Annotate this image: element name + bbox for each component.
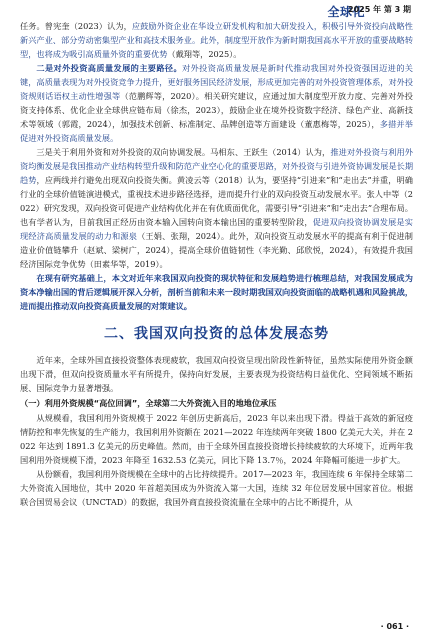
paragraph: 三是关于利用外资和对外投资的双向协调发展。马相东、王跃生（2014）认为，推进对外投资与利用外资均衡发展是我国推动产业结构转型升级和防范产业空心化的重要思路，对外投资与引进外资协调发展是长期趋势，应两线并行避免出现双向投资失衡。黄凌云等（2018）认为，要坚持“引进来”和“走出去”并重，明确行业的全球价值链演进模式，重视技术进步路径选择，进而提升行业的双向投资互动发展水平。张人中等（2022）研究发现，双向投资可促进产业结构优化并在有优质面优化，需要引导“引进来”和“走出去”合理布局。也有学者认为，目前我国正经历由资本输入国转向资本输出国的重要转型阶段，促进双向投资协调发展是实现经济高质量发展的动力和源泉（王娟、张翔，2024）。此外，双向投资互动发展水平的提高有利于促进制造业价值链攀升（赵斌、梁树广，2024），提高全球价值链韧性（李光勤、邱欣悦，2024），有效提升我国经济国际竞争优势（田素华等，2019）。 xyxy=(20,147,414,269)
highlighted-text: 促进双向投资协调发展是实现经济高质量发展的动力和源泉 xyxy=(20,217,413,241)
issue-label: 2025 年 第 3 期 xyxy=(348,5,411,14)
article-body xyxy=(20,19,413,509)
subsection-title: （一）利用外资规模“高位回调”，全球第二大外资流入目的地地位承压 xyxy=(20,398,277,408)
highlighted-text: 在现有研究基础上，本文对近年来我国双向投资的现状特征和发展趋势进行梳理总结，对我国发展成为资本净输出国的背后逻辑展开深入分析，剖析当前和未来一段时期我国双向投资面临的战略机遇和风险挑战，进而提出推动双向投资高质量发展的对策建议。 xyxy=(20,273,414,311)
highlighted-text: 推进对外投资与利用外资均衡发展是我国推动产业结构转型升级和防范产业空心化的重要思路，对外投资与引进外资协调发展是长期趋势 xyxy=(20,147,414,185)
paragraph: 二是对外投资高质量发展的主要路径。对外投资高质量发展是新时代推动我国对外投资强国迈进的关键，高质量表现为对外投资竞争力提升，更好服务国民经济发展，形成更加完善的对外投资管理体系，对外投资规则话语权主动性增强等（范鹏辉等，2020）。相关研究建议，应通过加大制度型开放力度、完善对外投资支持体系、优化企业全球供应链布局（徐杰，2023），鼓励企业在境外投资数字经济、绿色产业、高新技术等领域（郭霞，2024），加强技术创新、标准制定、品牌创造等方面建设（董惠梅等，2025），多措并举促进对外投资高质量发展。 xyxy=(20,63,414,143)
highlighted-text: 应鼓励外资企业在华设立研发机构和加大研发投入，积极引导外资投向战略性新兴产业、部分劳动密集型产业和高技术服务业。此外，制度型开放作为新时期我国高水平开放的重要战略转型，也将成为吸引高质量外资的重要优势 xyxy=(20,21,414,59)
section-title: 二、我国双向投资的总体发展态势 xyxy=(104,326,329,342)
journal-brand: 全球化 xyxy=(327,5,365,19)
paragraph: 近年来，全球外国直接投资整体表现疲软，我国双向投资呈现出阶段性新特征，虽然实际使用外资金额出现下滑，但双向投资质量水平有所提升，保持向好发展，主要表现为投资结构日益优化、空间领域不断拓展、国际竞争力显著增强。 xyxy=(20,355,413,393)
highlighted-text: 二是对外投资高质量发展的主要路径。 xyxy=(36,63,183,73)
highlighted-text: 对外投资高质量发展是新时代推动我国对外投资强国迈进的关键，高质量表现为对外投资竞争力提升，更好服务国民经济发展，形成更加完善的对外投资管理体系，对外投资规则话语权主动性增强等 xyxy=(20,63,414,101)
page-number: · 061 · xyxy=(380,622,409,631)
paragraph xyxy=(20,271,413,313)
page-header xyxy=(0,0,427,19)
paragraph: 任务。曾宪奎（2023）认为，应鼓励外资企业在华设立研发机构和加大研发投入，积极引导外资投向战略性新兴产业、部分劳动密集型产业和高技术服务业。此外，制度型开放作为新时期我国高水平开放的重要战略转型，也将成为吸引高质量外资的重要优势（戴翔等，2025）。 xyxy=(20,21,414,59)
highlighted-text: 多措并举促进对外投资高质量发展。 xyxy=(20,119,413,143)
paragraph: 从规模看，我国利用外资规模于 2022 年创历史新高后，2023 年以来出现下滑。得益于高效的新冠疫情防控和率先恢复的生产能力，我国利用外资额在 2021—2022 年连续两年突破 1800 亿美元大关，并在 2022 年达到 1891.3 亿美元的历史峰值。然而，由于全球外国直接投资增长持续疲软的大环境下，近两年我国利用外资规模下滑，2023 年降至 1632.53 亿美元，同比下降 13.7％，2024 年降幅可能进一步扩大。 xyxy=(20,413,413,465)
paragraph: 从份额看，我国利用外资规模在全球中的占比持续提升。2017—2023 年，我国连续 6 年保持全球第二大外资流入国地位，其中 2020 年首超美国成为外资流入第一大国，连续 32 年位居发展中国家首位。根据联合国贸易会议（UNCTAD）的数据，我国外商直接投资流量在全球中的占比不断提升，从 xyxy=(20,469,413,507)
